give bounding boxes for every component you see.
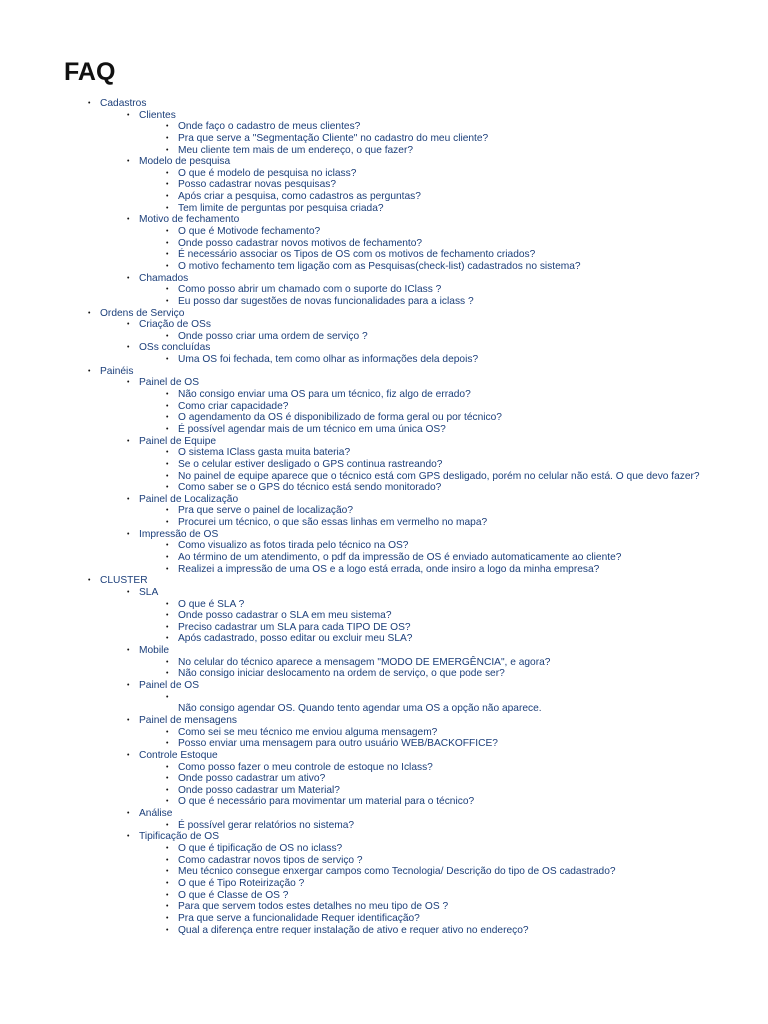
question-item-link[interactable]: No painel de equipe aparece que o técnico está com GPS desligado, porém no celular não está. O que devo fazer? [178, 470, 700, 482]
subsection-item-link[interactable]: Controle Estoque [139, 749, 218, 761]
question-item [0, 261, 768, 273]
question-item-link[interactable]: Procurei um técnico, o que são essas linhas em vermelho no mapa? [178, 517, 488, 529]
bullet-icon: • [166, 542, 169, 550]
bullet-icon: • [166, 891, 169, 899]
bullet-icon: • [166, 845, 169, 853]
subsection-item [0, 529, 768, 541]
question-item-link[interactable]: Meu técnico consegue enxergar campos como Tecnologia/ Descrição do tipo de OS cadastrado? [178, 866, 616, 878]
question-item-link[interactable]: O que é Motivode fechamento? [178, 226, 321, 238]
subsection-item [0, 156, 768, 168]
bullet-icon: • [166, 786, 169, 794]
question-item [0, 424, 768, 436]
question-item [0, 785, 768, 797]
subsection-item [0, 750, 768, 762]
bullet-icon: • [166, 228, 169, 236]
question-item-link[interactable]: Realizei a impressão de uma OS e a logo está errada, onde insiro a logo da minha empresa? [178, 563, 600, 575]
question-item-link[interactable]: Não consigo enviar uma OS para um técnico, fiz algo de errado? [178, 389, 471, 401]
question-item-link[interactable]: O motivo fechamento tem ligação com as Pesquisas(check-list) cadastrados no sistema? [178, 260, 581, 272]
section-item-link[interactable]: Painéis [100, 365, 134, 377]
question-item-link[interactable]: Posso enviar uma mensagem para outro usuário WEB/BACKOFFICE? [178, 738, 498, 750]
question-item-link[interactable]: Para que servem todos estes detalhes no meu tipo de OS ? [178, 901, 449, 913]
question-item [0, 552, 768, 564]
question-item [0, 191, 768, 203]
question-item [0, 773, 768, 785]
bullet-icon: • [166, 286, 169, 294]
bullet-icon: • [127, 344, 130, 352]
question-item [0, 866, 768, 878]
question-item-link[interactable]: É possível gerar relatórios no sistema? [178, 819, 355, 831]
question-item [0, 564, 768, 576]
subsection-item [0, 319, 768, 331]
question-item-link[interactable]: Pra que serve a "Segmentação Cliente" no cadastro do meu cliente? [178, 132, 489, 144]
subsection-item-link[interactable]: Painel de Equipe [139, 435, 217, 447]
subsection-item [0, 680, 768, 692]
question-item-link[interactable]: Meu cliente tem mais de um endereço, o que fazer? [178, 144, 414, 156]
bullet-icon: • [166, 449, 169, 457]
bullet-icon: • [166, 903, 169, 911]
bullet-icon: • [127, 495, 130, 503]
question-item [0, 762, 768, 774]
section-item-link[interactable]: Ordens de Serviço [100, 307, 185, 319]
bullet-icon: • [166, 600, 169, 608]
question-item-link[interactable]: Qual a diferença entre requer instalação de ativo e requer ativo no endereço? [178, 924, 529, 936]
question-item [0, 482, 768, 494]
question-item-link[interactable]: O que é tipificação de OS no iclass? [178, 843, 343, 855]
subsection-item [0, 377, 768, 389]
question-item [0, 471, 768, 483]
subsection-item-link[interactable]: Impressão de OS [139, 528, 219, 540]
bullet-icon: • [166, 728, 169, 736]
question-item [0, 738, 768, 750]
subsection-item-link[interactable]: Modelo de pesquisa [139, 156, 231, 168]
question-item-link[interactable]: Uma OS foi fechada, tem como olhar as informações dela depois? [178, 354, 479, 366]
bullet-icon: • [166, 623, 169, 631]
question-item [0, 727, 768, 739]
question-item-link[interactable]: É necessário associar os Tipos de OS com os motivos de fechamento criados? [178, 249, 536, 261]
bullet-icon: • [166, 193, 169, 201]
bullet-icon: • [127, 810, 130, 818]
bullet-icon: • [127, 274, 130, 282]
bullet-icon: • [127, 647, 130, 655]
question-item-link[interactable]: O agendamento da OS é disponibilizado de forma geral ou por técnico? [178, 412, 502, 424]
question-item [0, 447, 768, 459]
bullet-icon: • [166, 460, 169, 468]
section-item [0, 98, 768, 110]
bullet-icon: • [166, 181, 169, 189]
bullet-icon: • [127, 437, 130, 445]
bullet-icon: • [127, 588, 130, 596]
bullet-icon: • [166, 134, 169, 142]
bullet-icon: • [166, 693, 169, 701]
bullet-icon: • [88, 309, 91, 317]
bullet-icon: • [166, 670, 169, 678]
section-item-link[interactable]: CLUSTER [100, 575, 148, 587]
bullet-icon: • [127, 321, 130, 329]
question-item [0, 238, 768, 250]
bullet-icon: • [166, 612, 169, 620]
question-item-link[interactable]: Onde posso cadastrar novos motivos de fechamento? [178, 237, 423, 249]
subsection-item [0, 831, 768, 843]
subsection-item-link[interactable]: Mobile [139, 645, 170, 657]
bullet-icon: • [166, 565, 169, 573]
subsection-item [0, 214, 768, 226]
bullet-icon: • [166, 239, 169, 247]
question-item-link[interactable]: Como sei se meu técnico me enviou alguma mensagem? [178, 726, 438, 738]
question-item [0, 855, 768, 867]
subsection-item [0, 645, 768, 657]
bullet-icon: • [166, 740, 169, 748]
question-item [0, 657, 768, 669]
question-item-link[interactable]: Onde posso cadastrar um ativo? [178, 773, 326, 785]
question-item [0, 168, 768, 180]
bullet-icon: • [166, 356, 169, 364]
question-item-link[interactable]: O que é necessário para movimentar um material para o técnico? [178, 796, 475, 808]
question-item-link[interactable]: É possível agendar mais de um técnico em uma única OS? [178, 423, 446, 435]
subsection-item-link[interactable]: Painel de OS [139, 680, 200, 692]
question-item-link[interactable]: Onde posso cadastrar o SLA em meu sistema? [178, 610, 392, 622]
subsection-item-link[interactable]: SLA [139, 586, 159, 598]
question-item-link[interactable]: Posso cadastrar novas pesquisas? [178, 179, 336, 191]
question-item [0, 622, 768, 634]
question-item [0, 610, 768, 622]
question-item [0, 517, 768, 529]
question-item [0, 133, 768, 145]
question-item-link[interactable]: O sistema IClass gasta muita bateria? [178, 447, 351, 459]
bullet-icon: • [127, 833, 130, 841]
section-item [0, 575, 768, 587]
subsection-item-link[interactable]: Criação de OSs [139, 319, 211, 331]
bullet-icon: • [166, 926, 169, 934]
question-item [0, 796, 768, 808]
subsection-item-link[interactable]: Tipificação de OS [139, 831, 220, 843]
question-item [0, 249, 768, 261]
question-item-link[interactable]: Ao término de um atendimento, o pdf da impressão de OS é enviado automaticamente ao cliente? [178, 551, 622, 563]
subsection-item-link[interactable]: Motivo de fechamento [139, 214, 240, 226]
question-item [0, 633, 768, 645]
bullet-icon: • [166, 391, 169, 399]
question-item [0, 878, 768, 890]
bullet-icon: • [166, 297, 169, 305]
bullet-icon: • [166, 658, 169, 666]
question-item [0, 843, 768, 855]
bullet-icon: • [166, 821, 169, 829]
bullet-icon: • [166, 553, 169, 561]
question-item [0, 331, 768, 343]
question-item-link[interactable]: No celular do técnico aparece a mensagem "MODO DE EMERGÊNCIA", e agora? [178, 656, 551, 668]
question-item-link[interactable]: Eu posso dar sugestões de novas funcionalidades para a iclass ? [178, 295, 474, 307]
faq-list [0, 98, 768, 936]
bullet-icon: • [127, 379, 130, 387]
bullet-icon: • [166, 507, 169, 515]
question-item-link[interactable]: O que é Tipo Roteirização ? [178, 877, 305, 889]
question-item [0, 459, 768, 471]
question-item-link[interactable]: Não consigo agendar OS. Quando tento agendar uma OS a opção não aparece. [178, 703, 542, 715]
subsection-item [0, 715, 768, 727]
subsection-item-link[interactable]: Análise [139, 808, 173, 820]
section-item [0, 308, 768, 320]
bullet-icon: • [166, 169, 169, 177]
question-item [0, 389, 768, 401]
bullet-icon: • [127, 158, 130, 166]
question-item-link[interactable]: Pra que serve a funcionalidade Requer identificação? [178, 912, 420, 924]
bullet-icon: • [127, 530, 130, 538]
question-item-link[interactable]: Como cadastrar novos tipos de serviço ? [178, 854, 363, 866]
question-item [0, 179, 768, 191]
page-title: FAQ [64, 58, 116, 86]
bullet-icon: • [127, 751, 130, 759]
bullet-icon: • [166, 402, 169, 410]
question-item [0, 284, 768, 296]
bullet-icon: • [88, 100, 91, 107]
subsection-item [0, 342, 768, 354]
question-item [0, 354, 768, 366]
question-item [0, 145, 768, 157]
question-item-link[interactable]: Não consigo iniciar deslocamento na ordem de serviço, o que pode ser? [178, 668, 505, 680]
bullet-icon: • [166, 914, 169, 922]
question-item-link[interactable]: O que é SLA ? [178, 598, 245, 610]
bullet-icon: • [166, 146, 169, 154]
subsection-item [0, 436, 768, 448]
bullet-icon: • [127, 111, 130, 119]
bullet-icon: • [166, 332, 169, 340]
bullet-icon: • [166, 775, 169, 783]
question-item-link[interactable]: Após criar a pesquisa, como cadastros as perguntas? [178, 191, 421, 203]
question-item-link[interactable]: Tem limite de perguntas por pesquisa criada? [178, 202, 384, 214]
question-item [0, 203, 768, 215]
question-item-link[interactable]: Onde posso criar uma ordem de serviço ? [178, 330, 368, 342]
bullet-icon: • [88, 367, 91, 375]
subsection-item-link[interactable]: Painel de OS [139, 377, 200, 389]
bullet-icon: • [166, 879, 169, 887]
subsection-item-link[interactable]: Painel de Localização [139, 493, 239, 505]
question-item [0, 692, 768, 715]
question-item [0, 121, 768, 133]
bullet-icon: • [166, 251, 169, 259]
question-item [0, 226, 768, 238]
question-item-link[interactable]: Como posso abrir um chamado com o suporte do IClass ? [178, 284, 442, 296]
question-item-link[interactable]: Após cadastrado, posso editar ou excluir meu SLA? [178, 633, 413, 645]
question-item-link[interactable]: Preciso cadastrar um SLA para cada TIPO DE OS? [178, 621, 411, 633]
bullet-icon: • [166, 856, 169, 864]
bullet-icon: • [166, 425, 169, 433]
bullet-icon: • [166, 635, 169, 643]
bullet-icon: • [166, 763, 169, 771]
bullet-icon: • [166, 472, 169, 480]
bullet-icon: • [166, 484, 169, 492]
question-item [0, 296, 768, 308]
question-item [0, 599, 768, 611]
question-item [0, 925, 768, 937]
bullet-icon: • [166, 123, 169, 131]
question-item-link[interactable]: Onde faço o cadastro de meus clientes? [178, 121, 361, 133]
subsection-item-link[interactable]: Clientes [139, 109, 176, 121]
question-item-link[interactable]: Se o celular estiver desligado o GPS continua rastreando? [178, 458, 443, 470]
section-item [0, 366, 768, 378]
subsection-item [0, 808, 768, 820]
bullet-icon: • [166, 868, 169, 876]
bullet-icon: • [166, 519, 169, 527]
question-item-link[interactable]: Pra que serve o painel de localização? [178, 505, 353, 517]
question-item [0, 890, 768, 902]
question-item-link[interactable]: Como criar capacidade? [178, 400, 289, 412]
bullet-icon: • [166, 204, 169, 212]
subsection-item [0, 110, 768, 122]
bullet-icon: • [166, 798, 169, 806]
bullet-icon: • [166, 414, 169, 422]
subsection-item [0, 273, 768, 285]
bullet-icon: • [127, 216, 130, 224]
question-item [0, 820, 768, 832]
subsection-item [0, 587, 768, 599]
subsection-item-link[interactable]: Painel de mensagens [139, 714, 237, 726]
subsection-item-link[interactable]: Chamados [139, 272, 189, 284]
question-item [0, 668, 768, 680]
question-item-link[interactable]: Como saber se o GPS do técnico está sendo monitorado? [178, 482, 442, 494]
question-item [0, 901, 768, 913]
question-item [0, 540, 768, 552]
bullet-icon: • [166, 262, 169, 270]
bullet-icon: • [127, 682, 130, 690]
question-item-link[interactable]: O que é modelo de pesquisa no iclass? [178, 167, 357, 179]
question-item [0, 913, 768, 925]
question-item-link[interactable]: Como visualizo as fotos tirada pelo técnico na OS? [178, 540, 409, 552]
question-item-link[interactable]: O que é Classe de OS ? [178, 889, 289, 901]
section-item-link[interactable]: Cadastros [100, 98, 147, 109]
question-item-link[interactable]: Como posso fazer o meu controle de estoque no Iclass? [178, 761, 433, 773]
question-item [0, 505, 768, 517]
subsection-item-link[interactable]: OSs concluídas [139, 342, 211, 354]
bullet-icon: • [88, 577, 91, 585]
question-item [0, 412, 768, 424]
bullet-icon: • [127, 716, 130, 724]
question-item [0, 401, 768, 413]
subsection-item [0, 494, 768, 506]
question-item-link[interactable]: Onde posso cadastrar um Material? [178, 784, 340, 796]
